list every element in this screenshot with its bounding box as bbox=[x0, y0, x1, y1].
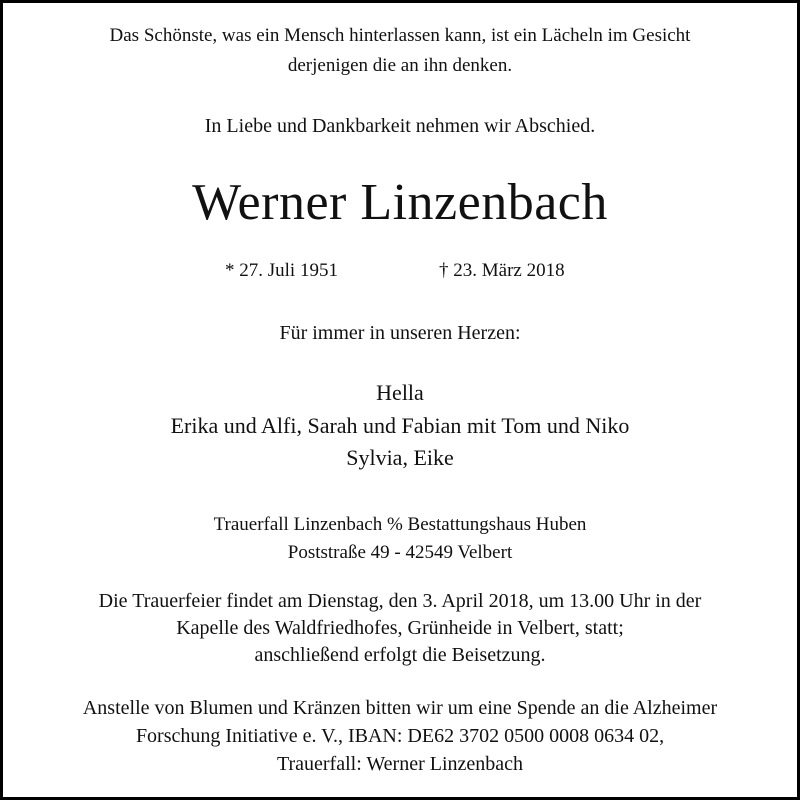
donation-line-1: Anstelle von Blumen und Kränzen bitten wir um eine Spende an die Alzheimer bbox=[82, 697, 718, 719]
address-line-2: Poststraße 49 - 42549 Velbert bbox=[287, 542, 513, 563]
heart-line: Für immer in unseren Herzen: bbox=[279, 322, 521, 344]
intro-line-1: Das Schönste, was ein Mensch hinterlassen kann, ist ein Lächeln im Gesicht bbox=[109, 25, 691, 46]
family-line-1: Hella bbox=[376, 380, 424, 405]
farewell-line: In Liebe und Dankbarkeit nehmen wir Abschied. bbox=[204, 115, 596, 137]
family-line-3: Sylvia, Eike bbox=[346, 445, 454, 470]
family-line-2: Erika und Alfi, Sarah und Fabian mit Tom und Niko bbox=[170, 413, 630, 438]
ceremony-line-2: Kapelle des Waldfriedhofes, Grünheide in Velbert, statt; bbox=[176, 617, 624, 639]
ceremony-line-1: Die Trauerfeier findet am Dienstag, den 3. April 2018, um 13.00 Uhr in der bbox=[98, 590, 702, 612]
ceremony-line-3: anschließend erfolgt die Beisetzung. bbox=[254, 644, 546, 666]
death-date: † 23. März 2018 bbox=[439, 260, 565, 281]
donation-line-3: Trauerfall: Werner Linzenbach bbox=[276, 753, 524, 775]
donation-line-2: Forschung Initiative e. V., IBAN: DE62 3702 0500 0008 0634 02, bbox=[135, 725, 665, 747]
deceased-name: Werner Linzenbach bbox=[192, 174, 608, 231]
intro-line-2: derjenigen die an ihn denken. bbox=[287, 55, 513, 76]
birth-date: * 27. Juli 1951 bbox=[225, 260, 338, 281]
address-line-1: Trauerfall Linzenbach % Bestattungshaus Huben bbox=[213, 514, 587, 535]
